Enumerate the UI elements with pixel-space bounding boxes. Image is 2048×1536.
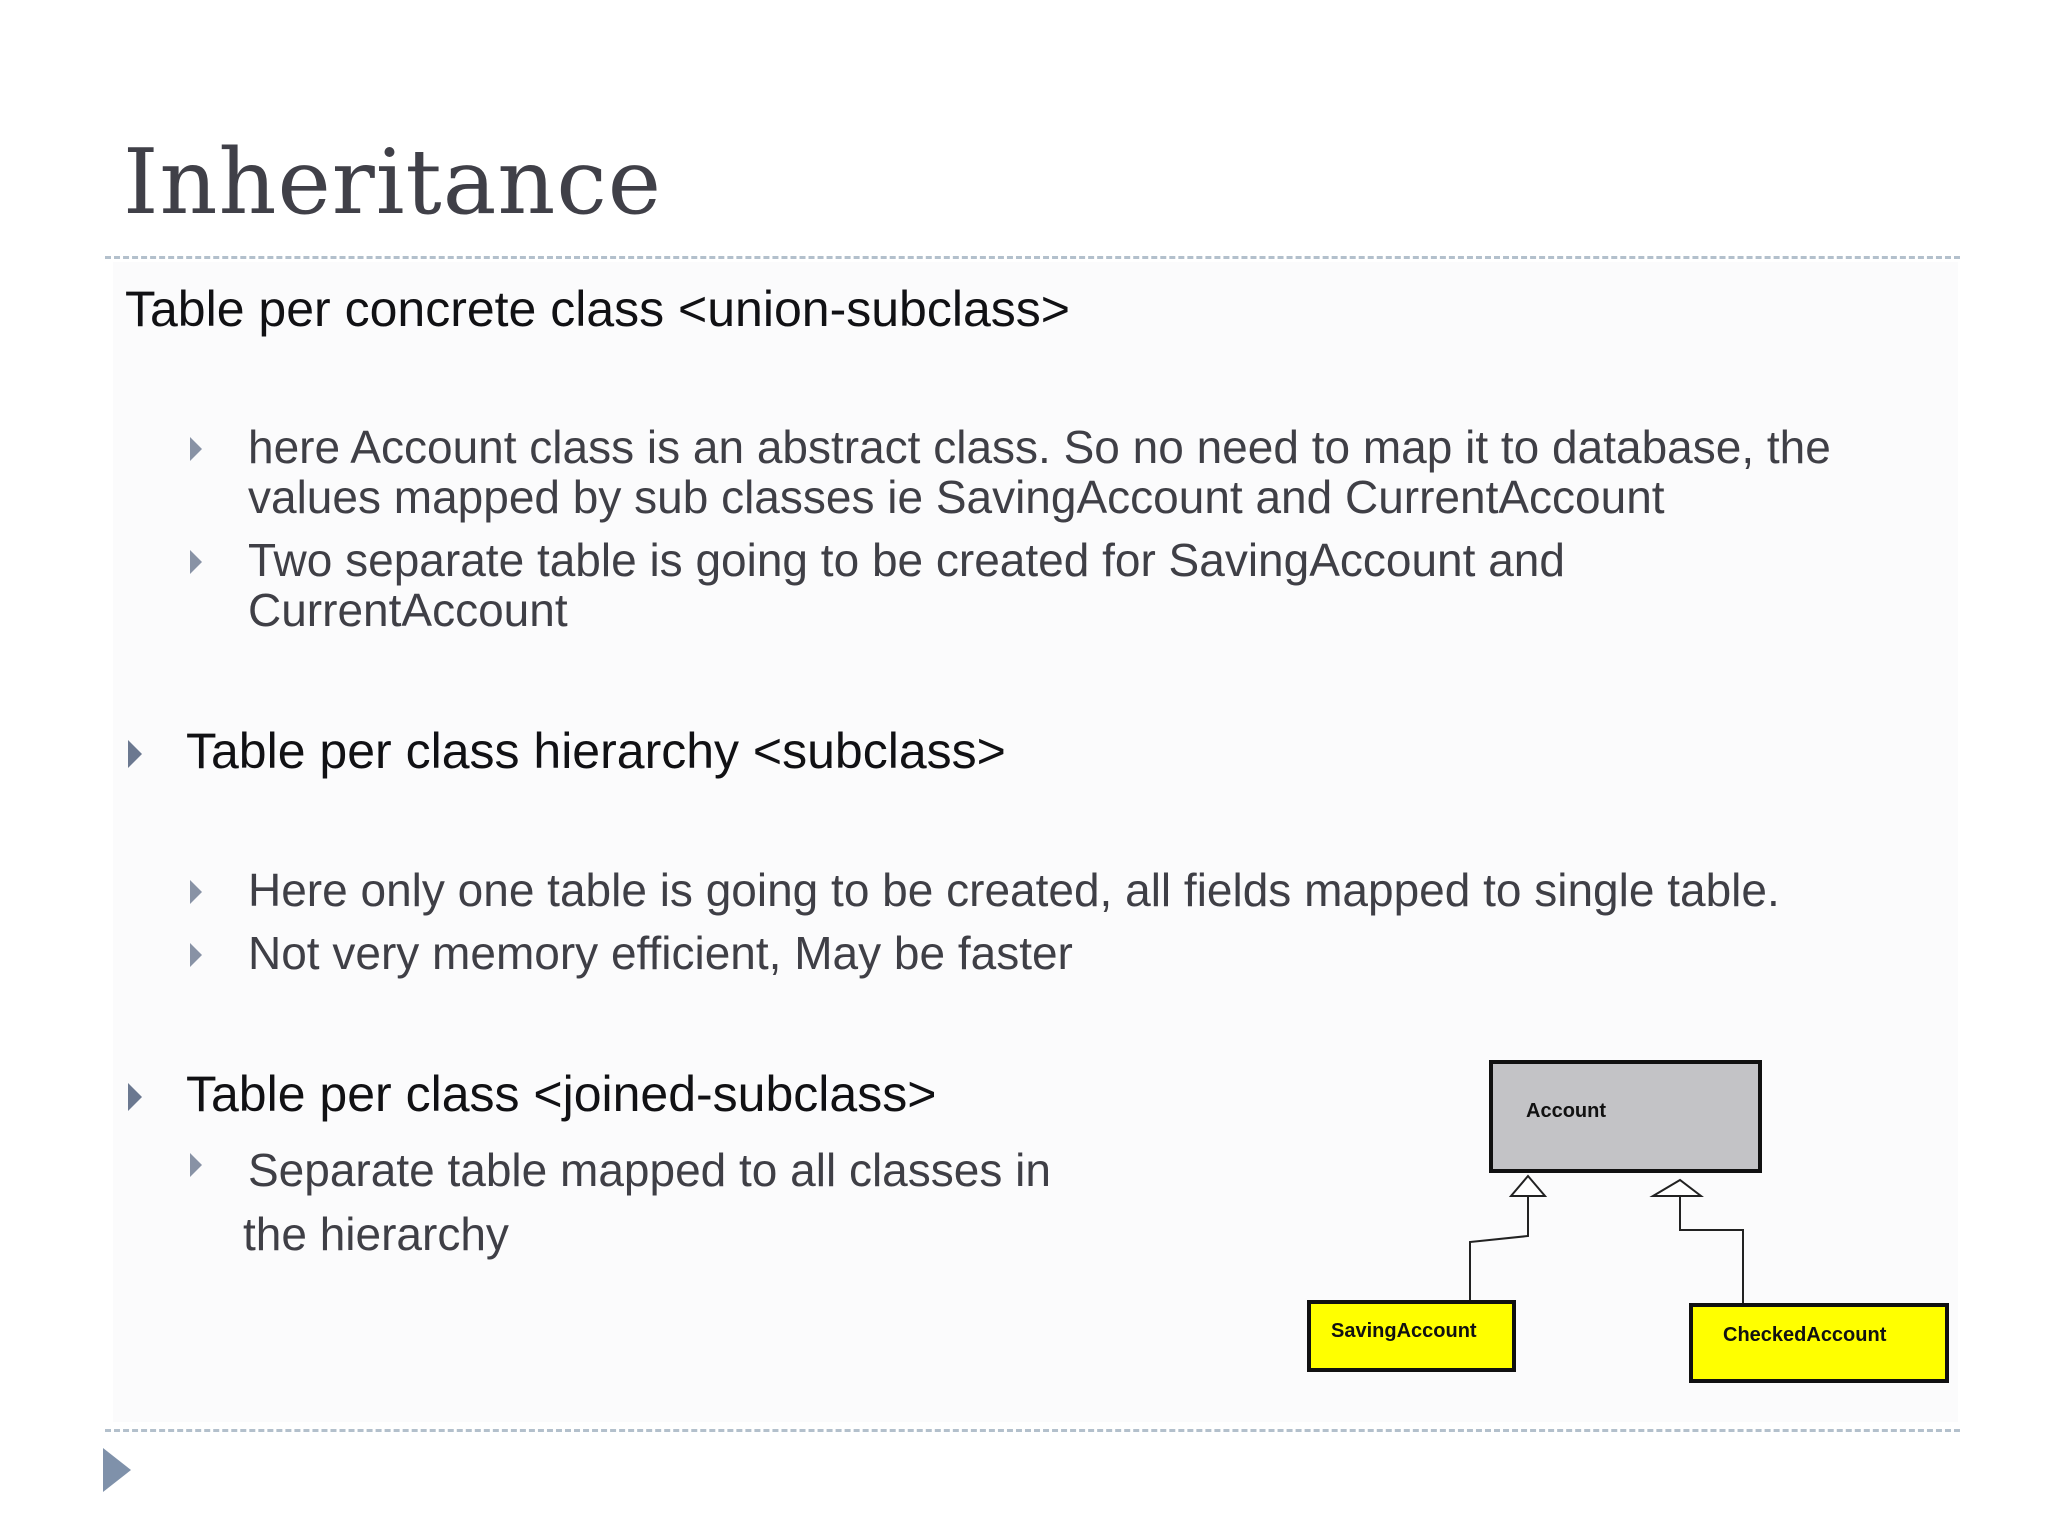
slide-title: Inheritance bbox=[123, 130, 663, 235]
section-heading-subclass: Table per class hierarchy <subclass> bbox=[186, 723, 1006, 779]
section-heading-joined-subclass: Table per class <joined-subclass> bbox=[186, 1066, 937, 1122]
inheritance-arrow-icon bbox=[1653, 1180, 1701, 1196]
bullet-text: Not very memory efficient, May be faster bbox=[248, 927, 1073, 979]
section-heading-union-subclass: Table per concrete class <union-subclass> bbox=[125, 281, 1070, 337]
account-class-label: Account bbox=[1526, 1100, 1606, 1122]
account-class-box bbox=[1489, 1060, 1762, 1173]
bullet-text: here Account class is an abstract class. So no need to map it to database, the values mapped by sub classes ie SavingAccount and CurrentAccount bbox=[248, 421, 1831, 523]
checked-account-class-box bbox=[1689, 1303, 1949, 1383]
saving-account-class-label: SavingAccount bbox=[1331, 1320, 1477, 1342]
bullet-text: Two separate table is going to be created for SavingAccount and CurrentAccount bbox=[248, 534, 1565, 636]
next-slide-icon[interactable] bbox=[103, 1448, 131, 1492]
inheritance-arrow-icon bbox=[1511, 1176, 1545, 1196]
saving-account-class-box bbox=[1307, 1300, 1516, 1372]
footer-divider bbox=[105, 1429, 1960, 1432]
bullet-text: Separate table mapped to all classes in the hierarchy bbox=[243, 1144, 1051, 1260]
checked-account-class-label: CheckedAccount bbox=[1723, 1324, 1887, 1346]
bullet-text: Here only one table is going to be created, all fields mapped to single table. bbox=[248, 864, 1780, 916]
